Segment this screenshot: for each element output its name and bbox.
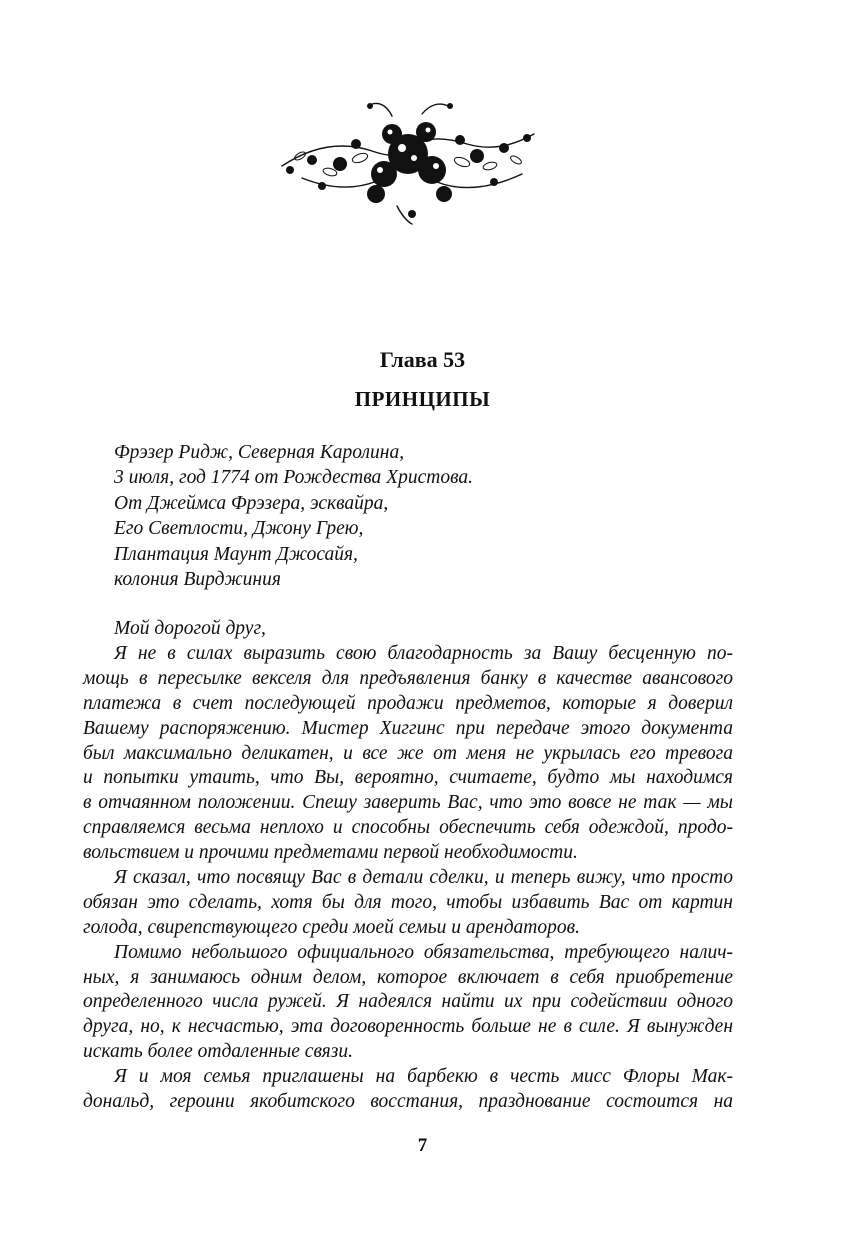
letter-header-line: Его Светлости, Джону Грею, [114,518,364,540]
body-line: определенного числа ружей. Я надеялся найти их при содействии одного [83,991,733,1013]
body-line: Я не в силах выразить свою благодарность за Вашу бесценную по- [114,643,733,664]
body-line: мощь в пересылке векселя для предъявления банку в качестве авансового [83,667,733,689]
salutation: Мой дорогой друг, [114,618,266,639]
body-line: был максимально деликатен, и все же от меня не укрылась его тревога [83,742,733,764]
body-line: платежа в счет последующей продажи предметов, которые я доверил [83,692,733,714]
letter-header-line: Фрэзер Ридж, Северная Каролина, [114,442,405,463]
body-line: Помимо небольшого официального обязательства, требующего налич- [114,941,733,963]
body-line: голода, свирепствующего среди моей семьи и арендаторов. [83,916,580,938]
letter-header-line: От Джеймса Фрэзера, эсквайра, [114,492,389,514]
letter-header-line: колония Вирджиния [114,569,281,591]
page-number: 7 [417,1135,428,1156]
chapter-title: ПРИНЦИПЫ [354,387,491,411]
body-text [83,642,733,1115]
body-line: Я сказал, что посвящу Вас в детали сделки, и теперь вижу, что просто [114,867,733,889]
body-line: обязан это сделать, хотя бы для того, чтобы избавить Вас от картин [83,891,733,913]
letter-header [114,440,754,592]
body-line: Я и моя семья приглашены на барбекю в честь мисс Флоры Мак- [114,1066,733,1088]
letter-header-line: 3 июля, год 1774 от Рождества Христова. [114,467,474,489]
body-line: искать более отдаленные связи. [83,1041,353,1063]
floral-ornament [272,96,544,228]
body-line: справляемся весьма неплохо и способны обеспечить себя одеждой, продо- [83,817,733,839]
chapter-number: Глава 53 [379,347,466,372]
body-line: друга, но, к несчастью, эта договоренность больше не в силе. Я вынужден [83,1016,733,1038]
body-line: ных, я занимаюсь одним делом, которое включает в себя приобретение [83,966,733,988]
body-line: в отчаянном положении. Спешу заверить Вас, что это вовсе не так — мы [83,792,733,814]
body-line: дональд, героини якобитского восстания, празднование состоится на [83,1091,733,1113]
body-line: Вашему распоряжению. Мистер Хиггинс при передаче этого документа [83,717,733,739]
letter-header-line: Плантация Маунт Джосайя, [114,543,358,565]
body-line: и попытки утаить, что Вы, вероятно, считаете, будто мы находимся [83,767,733,789]
body-line: вольствием и прочими предметами первой необходимости. [83,842,578,864]
